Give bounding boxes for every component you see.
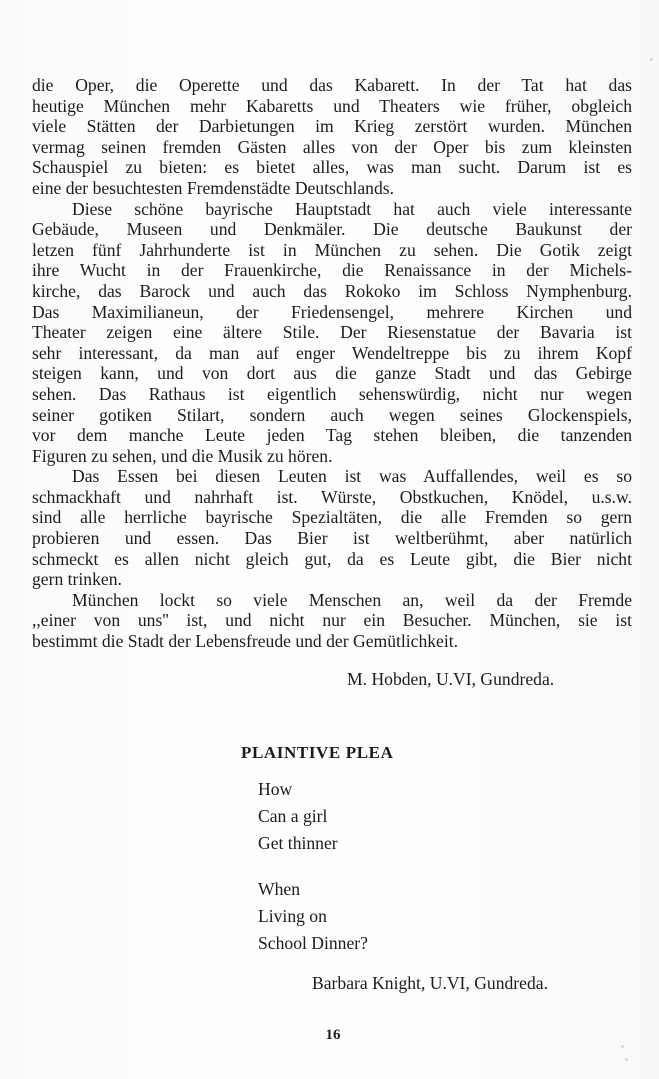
text-line: sind alle herrliche bayrische Spezialtäten, die alle Fremden so gern: [32, 507, 632, 528]
text-line: schmeckt es allen nicht gleich gut, da es Leute gibt, die Bier nicht: [32, 548, 632, 569]
article-body: [32, 75, 632, 652]
text-line: kirche, das Barock und auch das Rokoko im Schloss Nymphenburg.: [32, 280, 632, 301]
text-line: steigen kann, und von dort aus die ganze Stadt und das Gebirge: [32, 363, 632, 384]
poem-stanza-1: [258, 776, 368, 857]
poem-signature: Barbara Knight, U.VI, Gundreda.: [312, 973, 548, 993]
text-line: München lockt so viele Menschen an, weil da der Fremde: [72, 589, 632, 610]
text-line: vermag seinen fremden Gästen alles von der Oper bis zum kleinsten: [32, 136, 632, 157]
text-line: sehr interessant, da man auf enger Wendeltreppe bis zu ihrem Kopf: [32, 342, 632, 363]
text-line: viele Stätten der Darbietungen im Krieg zerstört wurden. München: [32, 116, 632, 137]
paper-speck: [621, 1045, 624, 1048]
text-line: probieren und essen. Das Bier ist weltberühmt, aber natürlich: [32, 528, 632, 549]
paragraph-4: [32, 590, 632, 652]
text-line: seiner gotiken Stilart, sondern auch wegen seines Glockenspiels,: [32, 404, 632, 425]
text-line: Das Essen bei diesen Leuten ist was Auffallendes, weil es so: [72, 466, 632, 487]
text-line: letzen fünf Jahrhunderte ist in München zu sehen. Die Gotik zeigt: [32, 239, 632, 260]
text-line: ihre Wucht in der Frauenkirche, die Renaissance in der Michels-: [32, 260, 632, 281]
text-line: eine der besuchtesten Fremdenstädte Deutschlands.: [32, 177, 395, 198]
poem-line: When: [258, 879, 301, 899]
text-line: vor dem manche Leute jeden Tag stehen bleiben, die tanzenden: [32, 425, 632, 446]
poem-line: Can a girl: [258, 806, 328, 826]
text-line: Das Maximilianeun, der Friedensengel, mehrere Kirchen und: [32, 301, 632, 322]
poem-line: School Dinner?: [258, 933, 368, 953]
text-line: Diese schöne bayrische Hauptstadt hat auch viele interessante: [72, 198, 632, 219]
paper-speck: [625, 1058, 628, 1061]
paragraph-2: [32, 199, 632, 467]
text-line: heutige München mehr Kabaretts und Theaters wie früher, obgleich: [32, 95, 632, 116]
text-line: Theater zeigen eine ältere Stile. Der Riesenstatue der Bavaria ist: [32, 322, 632, 343]
poem-line: How: [258, 779, 293, 799]
text-line: gern trinken.: [32, 569, 122, 590]
text-line: sehen. Das Rathaus ist eigentlich sehenswürdig, nicht nur wegen: [32, 383, 632, 404]
text-line: Schauspiel zu bieten: es bietet alles, was man sucht. Darum ist es: [32, 157, 632, 178]
paragraph-3: [32, 466, 632, 590]
poem-title: PLAINTIVE PLEA: [241, 743, 394, 762]
text-line: bestimmt die Stadt der Lebensfreude und der Gemütlichkeit.: [32, 631, 459, 652]
paper-speck: [650, 58, 653, 61]
poem-body: [258, 776, 368, 976]
text-line: Gebäude, Museen und Denkmäler. Die deutsche Baukunst der: [32, 219, 632, 240]
text-line: Figuren zu sehen, und die Musik zu hören.: [32, 445, 333, 466]
paragraph-1: [32, 75, 632, 199]
text-line: ,,einer von uns'' ist, und nicht nur ein Besucher. München, sie ist: [32, 610, 632, 631]
poem-line: Living on: [258, 906, 327, 926]
page-number: 16: [325, 1027, 341, 1043]
poem-stanza-2: [258, 876, 368, 957]
poem-line: Get thinner: [258, 833, 338, 853]
article-signature: M. Hobden, U.VI, Gundreda.: [347, 669, 555, 689]
text-line: schmackhaft und nahrhaft ist. Würste, Obstkuchen, Knödel, u.s.w.: [32, 486, 632, 507]
text-line: die Oper, die Operette und das Kabarett. In der Tat hat das: [32, 75, 632, 95]
